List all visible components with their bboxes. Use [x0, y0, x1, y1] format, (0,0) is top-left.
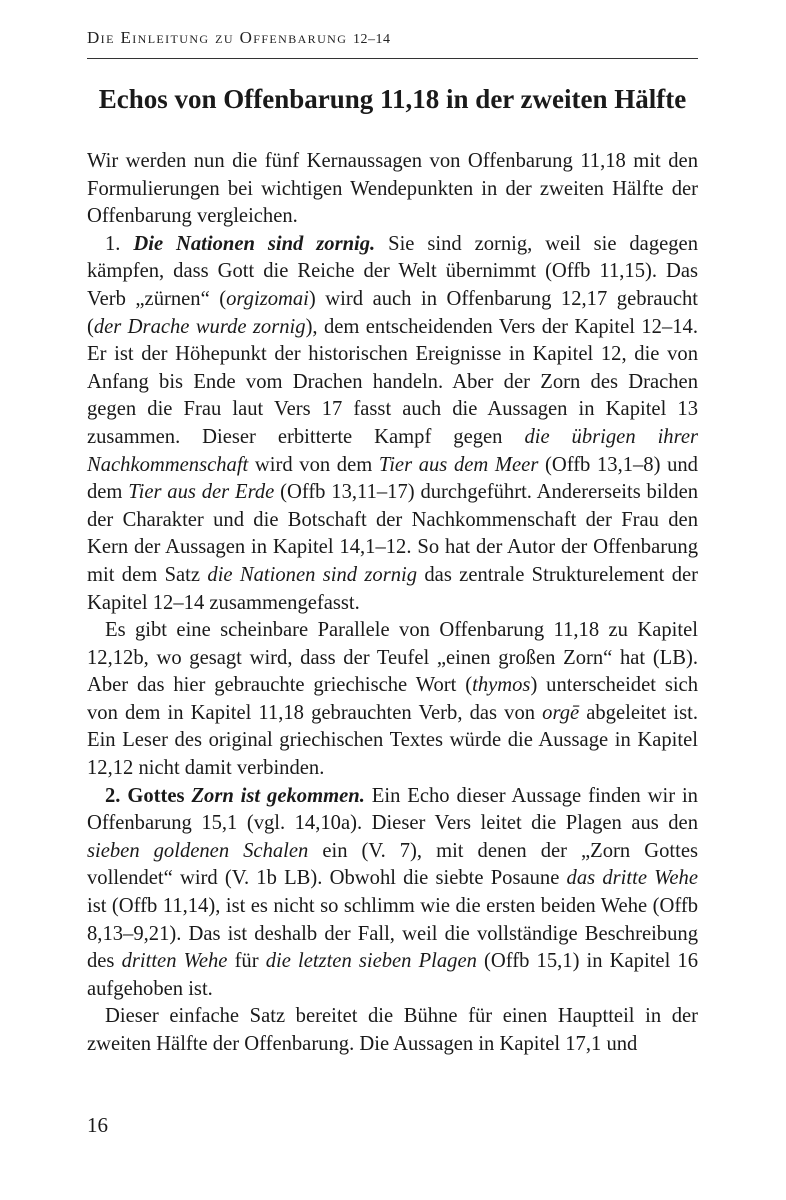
- italic-quote: der Drache wurde zornig: [93, 315, 306, 338]
- paragraph-intro: Wir werden nun die fünf Kernaussagen von Offenbarung 11,18 mit den Formulierungen bei wichtigen Wendepunkten in der zweiten Hälfte der Offenbarung vergleichen.: [87, 150, 698, 228]
- running-header-range: 12–14: [352, 32, 391, 47]
- italic-quote: Tier aus dem Meer: [378, 453, 539, 476]
- text-run: (Offb 15,1) in Kapitel 16 aufgehoben ist.: [87, 950, 698, 1000]
- point-number: 1.: [105, 232, 134, 255]
- text-run: ), dem entscheidenden Vers der Kapitel 12–14. Er ist der Höhepunkt der historischen Ereignisse in Kapitel 12, die von Anfang bis Ende vom Drachen handeln. Aber der Zorn des Drachen gegen die Frau laut Vers 17 fasst auch die Aussagen in Kapitel 13 zusammen. Dieser erbitterte Kampf gegen: [87, 315, 698, 448]
- point-heading: Zorn ist gekommen.: [191, 784, 365, 807]
- paragraph-point-1: [87, 231, 698, 617]
- body-text: [87, 148, 698, 1059]
- italic-term: orgē: [542, 701, 580, 724]
- paragraph-point-2: [87, 783, 698, 1004]
- text-run: (Offb 13,1–8) und dem: [87, 453, 698, 504]
- text-run: Sie sind zornig, weil sie dagegen kämpfen, dass Gott die Reiche der Welt übernimmt (Offb 11,15). Das Verb „zürnen“ (: [87, 232, 698, 310]
- running-header-title: Die Einleitung zu Offenbarung: [87, 28, 348, 47]
- running-header: [87, 28, 390, 48]
- text-run: ) unterscheidet sich von dem in Kapitel 11,18 gebrauchten Verb, das von: [87, 674, 698, 724]
- text-run: ist (Offb 11,14), ist es nicht so schlimm wie die ersten beiden Wehe (Offb 8,13–9,21). Das ist deshalb der Fall, weil die vollständige Beschreibung des: [87, 895, 698, 973]
- text-run: abgeleitet ist. Ein Leser des original griechischen Textes würde die Aussage in Kapitel 12,12 nicht damit verbinden.: [87, 701, 699, 780]
- italic-quote: dritten Wehe: [121, 950, 228, 973]
- text-run: wird von dem: [248, 453, 379, 476]
- point-number: 2. Gottes: [105, 784, 192, 807]
- italic-quote: die Nationen sind zornig: [207, 563, 418, 586]
- italic-term: orgizomai: [226, 287, 309, 310]
- text-run: Ein Echo dieser Aussage finden wir in Offenbarung 15,1 (vgl. 14,10a). Dieser Vers leitet die Plagen aus den: [87, 784, 698, 835]
- paragraph-continuation: Dieser einfache Satz bereitet die Bühne für einen Hauptteil in der zweiten Hälfte der Offenbarung. Die Aussagen in Kapitel 17,1 und: [87, 1005, 698, 1055]
- italic-quote: die letzten sieben Plagen: [265, 950, 477, 973]
- text-run: für: [227, 950, 266, 973]
- italic-quote: Tier aus der Erde: [128, 481, 275, 504]
- point-heading: Die Nationen sind zornig.: [133, 232, 376, 255]
- page-number: 16: [87, 1113, 108, 1137]
- text-run: (Offb 13,11–17) durchgeführt. Andererseits bilden der Charakter und die Botschaft der Nachkommenschaft der Frau den Kern der Aussagen in Kapitel 14,1–12. So hat der Autor der Offenbarung mit dem Satz: [87, 481, 699, 586]
- section-heading: Echos von Offenbarung 11,18 in der zweiten Hälfte: [98, 84, 687, 114]
- italic-quote: die übrigen ihrer Nachkommenschaft: [87, 425, 698, 476]
- italic-term: thymos: [472, 674, 531, 697]
- header-rule: [87, 58, 698, 59]
- text-run: das zentrale Strukturelement der Kapitel 12–14 zusammengefasst.: [87, 563, 698, 614]
- text-run: ) wird auch in Offenbarung 12,17 gebraucht (: [87, 287, 698, 338]
- paragraph-parallel: [87, 617, 698, 783]
- italic-quote: das dritte Wehe: [566, 867, 698, 890]
- italic-quote: sieben goldenen Schalen: [87, 839, 309, 862]
- text-run: ein (V. 7), mit denen der „Zorn Gottes vollendet“ wird (V. 1b LB). Obwohl die siebte Posaune: [87, 839, 698, 890]
- text-run: Es gibt eine scheinbare Parallele von Offenbarung 11,18 zu Kapitel 12,12b, wo gesagt wird, dass der Teufel „einen großen Zorn“ hat (LB). Aber das hier gebrauchte griechische Wort (: [87, 619, 698, 697]
